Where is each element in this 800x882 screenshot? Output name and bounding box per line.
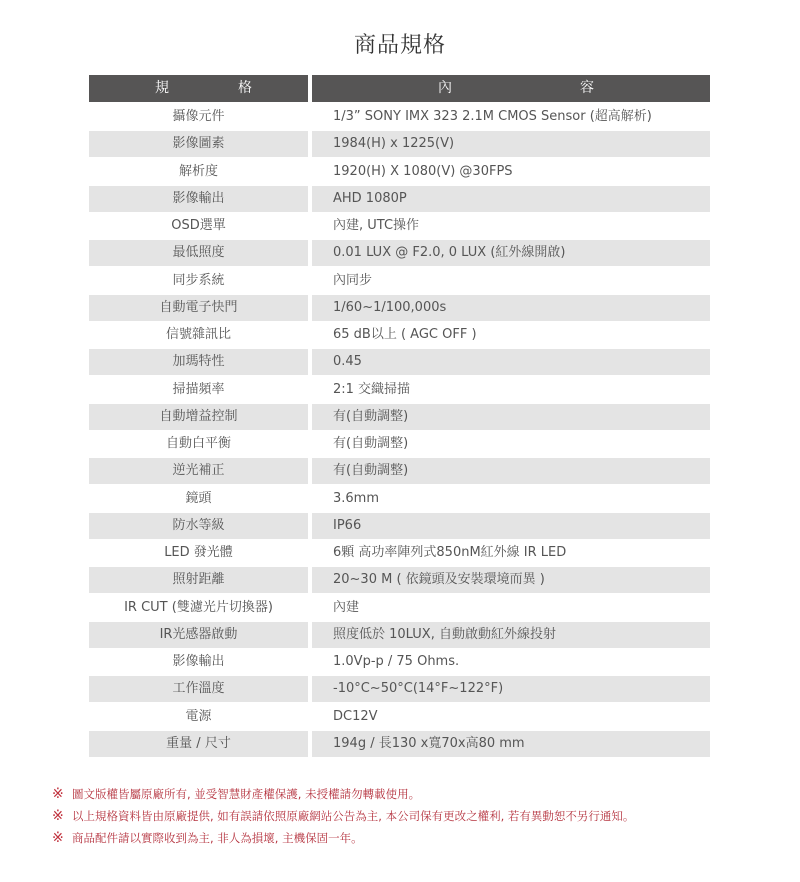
table-row <box>89 513 710 539</box>
spec-label: IR CUT (雙濾光片切換器) <box>124 599 273 615</box>
spec-value: 1/60~1/100,000s <box>312 295 710 321</box>
table-row <box>89 213 710 239</box>
table-row <box>89 540 710 566</box>
spec-label: 最低照度 <box>89 240 308 266</box>
spec-value: 3.6mm <box>333 490 380 506</box>
table-row <box>89 186 710 212</box>
spec-label: IR光感器啟動 <box>89 622 308 648</box>
header-content-char: 容 <box>580 80 594 96</box>
spec-label: 解析度 <box>178 163 218 179</box>
table-row <box>89 159 710 185</box>
table-row <box>89 268 710 294</box>
spec-value: 1984(H) x 1225(V) <box>312 131 710 157</box>
spec-label: 防水等級 <box>89 513 308 539</box>
table-row <box>89 295 710 321</box>
note-item <box>52 784 634 805</box>
spec-label: 同步系統 <box>172 272 225 288</box>
spec-label: 信號雜訊比 <box>165 327 231 342</box>
spec-label: 掃描頻率 <box>172 381 225 397</box>
spec-label: 工作溫度 <box>89 676 308 702</box>
note-text: 圖文版權皆屬原廠所有, 並受智慧財產權保護, 未授權請勿轉載使用。 <box>72 787 421 801</box>
table-row <box>89 240 710 266</box>
spec-value: 0.45 <box>312 349 710 375</box>
spec-label: 鏡頭 <box>185 490 212 506</box>
spec-label: 電源 <box>185 708 212 724</box>
spec-value: 194g / 長130 x寬70x高80 mm <box>312 731 710 757</box>
table-row <box>89 676 710 702</box>
spec-value: 內建 <box>333 599 360 615</box>
spec-value: 內建, UTC操作 <box>333 218 420 233</box>
spec-label: 攝像元件 <box>172 109 225 124</box>
table-row <box>89 377 710 403</box>
spec-value: 2:1 交織掃描 <box>333 381 411 397</box>
spec-value: 有(自動調整) <box>312 404 710 430</box>
spec-label: 影像圖素 <box>89 131 308 157</box>
table-row <box>89 349 710 375</box>
spec-label: OSD選單 <box>171 218 226 233</box>
notes-section <box>52 784 634 850</box>
table-row <box>89 131 710 157</box>
table-row <box>89 595 710 621</box>
table-header <box>89 75 710 102</box>
header-spec <box>89 75 308 102</box>
spec-table <box>89 75 710 758</box>
spec-label: LED 發光體 <box>164 545 233 560</box>
asterisk-mark-icon: ※ <box>52 786 64 802</box>
table-row <box>89 486 710 512</box>
spec-label: 逆光補正 <box>89 458 308 484</box>
spec-value: IP66 <box>312 513 710 539</box>
spec-label: 自動增益控制 <box>89 404 308 430</box>
table-row <box>89 704 710 730</box>
table-row <box>89 322 710 348</box>
table-row <box>89 404 710 430</box>
spec-value: 0.01 LUX @ F2.0, 0 LUX (紅外線開啟) <box>312 240 710 266</box>
table-row <box>89 567 710 593</box>
spec-value: 1/3” SONY IMX 323 2.1M CMOS Sensor (超高解析) <box>333 109 652 124</box>
table-row <box>89 104 710 130</box>
spec-label: 重量 / 尺寸 <box>89 731 308 757</box>
header-content <box>312 75 710 102</box>
spec-value: 有(自動調整) <box>312 458 710 484</box>
note-item <box>52 806 634 827</box>
spec-value: 內同步 <box>333 272 373 288</box>
spec-value: 照度低於 10LUX, 自動啟動紅外線投射 <box>312 622 710 648</box>
spec-value: AHD 1080P <box>312 186 710 212</box>
spec-label: 影像輸出 <box>89 186 308 212</box>
note-text: 商品配件請以實際收到為主, 非人為損壞, 主機保固一年。 <box>72 831 363 845</box>
spec-label: 照射距離 <box>89 567 308 593</box>
header-spec-char: 規 <box>155 80 169 96</box>
table-row <box>89 649 710 675</box>
spec-label: 影像輸出 <box>172 654 225 669</box>
page-title: 商品規格 <box>353 33 446 58</box>
spec-label: 加瑪特性 <box>89 349 308 375</box>
spec-label: 自動白平衡 <box>165 436 231 451</box>
table-row <box>89 622 710 648</box>
asterisk-mark-icon: ※ <box>52 808 64 824</box>
table-row <box>89 731 710 757</box>
spec-value: DC12V <box>333 708 378 724</box>
header-spec-char: 格 <box>238 80 252 96</box>
spec-value: -10°C~50°C(14°F~122°F) <box>312 676 710 702</box>
header-content-char: 內 <box>438 80 452 96</box>
spec-value: 1.0Vp-p / 75 Ohms. <box>333 654 460 669</box>
spec-value: 1920(H) X 1080(V) @30FPS <box>333 163 513 179</box>
table-row <box>89 458 710 484</box>
spec-value: 6顆 高功率陣列式850nM紅外線 IR LED <box>333 545 567 560</box>
spec-value: 有(自動調整) <box>333 436 409 451</box>
note-item <box>52 828 634 849</box>
asterisk-mark-icon: ※ <box>52 830 64 846</box>
spec-value: 20~30 M ( 依鏡頭及安裝環境而異 ) <box>312 567 710 593</box>
table-row <box>89 431 710 457</box>
spec-label: 自動電子快門 <box>89 295 308 321</box>
spec-value: 65 dB以上 ( AGC OFF ) <box>333 327 477 342</box>
note-text: 以上規格資料皆由原廠提供, 如有誤請依照原廠網站公告為主, 本公司保有更改之權利, 若有異動恕不另行通知。 <box>72 809 635 823</box>
